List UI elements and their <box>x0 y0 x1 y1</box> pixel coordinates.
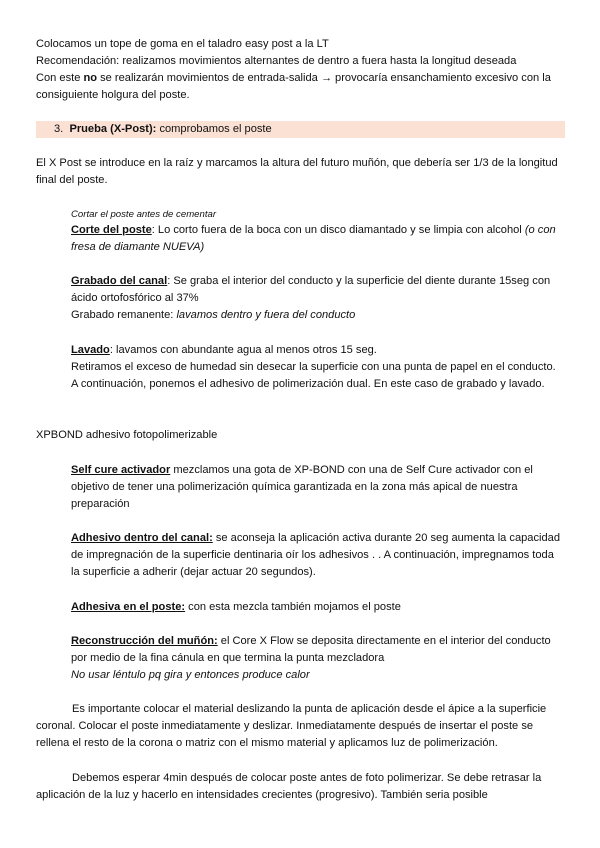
intro-line-3-start: Con este <box>36 72 84 84</box>
lavado-text: : lavamos con abundante agua al menos otros 15 seg. <box>109 344 377 356</box>
heading-number: 3. <box>54 123 64 135</box>
reconstruccion-italic: No usar léntulo pq gira y entonces produce calor <box>71 669 310 681</box>
grabado-paragraph <box>71 273 564 307</box>
adhesiva-poste-text: con esta mezcla también mojamos el poste <box>185 601 401 613</box>
heading-text: comprobamos el poste <box>156 123 272 135</box>
grabado-label: Grabado del canal <box>71 275 168 287</box>
reconstruccion-text: el Core X Flow se deposita directamente en el interior del conducto por medio de la fina cánula en que termina la punta mezcladora <box>71 635 551 664</box>
selfcure-paragraph <box>71 462 564 513</box>
lavado-paragraph-2: Retiramos el exceso de humedad sin desecar la superficie con una punta de papel en el conducto. A continuación, ponemos el adhesivo de polimerización dual. En este caso de grabado y lavado. <box>71 361 556 390</box>
corte-italic: (o con fresa de diamante NUEVA) <box>71 224 556 253</box>
adhesiva-poste-paragraph <box>71 599 564 616</box>
adhesiva-poste-label: Adhesiva en el poste: <box>71 601 186 613</box>
corte-label: Corte del poste <box>71 224 152 236</box>
intro-line-2: Recomendación: realizamos movimientos alternantes de dentro a fuera hasta la longitud deseada <box>36 55 517 67</box>
remanente-italic: lavamos dentro y fuera del conducto <box>176 309 356 321</box>
selfcure-label: Self cure activador <box>71 464 171 476</box>
grabado-remanente <box>71 307 564 324</box>
heading-bold: Prueba (X-Post): <box>69 123 157 135</box>
intro-line-3-bold: no <box>83 72 98 84</box>
grabado-text: : Se graba el interior del conducto y la superficie del diente durante 15seg con ácido ortofosfórico al 37% <box>71 275 551 304</box>
selfcure-text: mezclamos una gota de XP-BOND con una de Self Cure activador con el objetivo de tener una polimerización química garantizada en la zona más apical de nuestra preparación <box>71 464 533 510</box>
grabado-section <box>71 273 564 324</box>
adhesivo-canal-label: Adhesivo dentro del canal: <box>71 532 213 544</box>
cut-note: Cortar el poste antes de cementar <box>71 209 217 220</box>
importante-paragraph: Es importante colocar el material deslizando la punta de aplicación desde el ápice a la superficie coronal. Colocar el poste inmediatamente y deslizar. Inmediatamente después de insertar el poste se rellena el resto de la corona o matriz con el mismo material y aplicamos luz de polimerización. <box>36 703 547 749</box>
lavado-paragraph <box>71 342 564 359</box>
reconstruccion-label: Reconstrucción del muñón: <box>71 635 218 647</box>
remanente-label: Grabado remanente: <box>71 309 177 321</box>
reconstruccion-paragraph <box>71 633 564 667</box>
section-heading <box>54 121 272 138</box>
corte-paragraph <box>71 222 564 256</box>
intro-line-3-end: se realizarán movimientos de entrada-salida → provocaría ensanchamiento excesivo con la consiguiente holgura del poste. <box>36 72 551 101</box>
corte-text: : Lo corto fuera de la boca con un disco diamantado y se limpia con alcohol <box>151 224 525 236</box>
intro-line-1: Colocamos un tope de goma en el taladro easy post a la LT <box>36 38 329 50</box>
esperar-paragraph: Debemos esperar 4min después de colocar poste antes de foto polimerizar. Se debe retrasar la aplicación de la luz y hacerlo en intensidades crecientes (progresivo). También seria posible <box>36 772 542 801</box>
lavado-label: Lavado <box>71 344 110 356</box>
adhesivo-canal-text: se aconseja la aplicación activa durante 20 seg aumenta la capacidad de impregnación de la superficie dentinaria oír los adhesivos . . A continuación, impregnamos toda la superficie a adherir (dejar actuar 20 segundos). <box>71 532 560 578</box>
reconstruccion-section <box>71 633 564 684</box>
intro-line-3 <box>36 70 564 104</box>
lavado-section <box>71 342 564 393</box>
reconstruccion-note <box>71 667 564 684</box>
intro-section <box>36 36 564 104</box>
xpost-paragraph: El X Post se introduce en la raíz y marcamos la altura del futuro muñón, que debería ser 1/3 de la longitud final del poste. <box>36 157 558 186</box>
xpbond-line: XPBOND adhesivo fotopolimerizable <box>36 429 218 441</box>
adhesivo-canal-paragraph <box>71 530 564 581</box>
